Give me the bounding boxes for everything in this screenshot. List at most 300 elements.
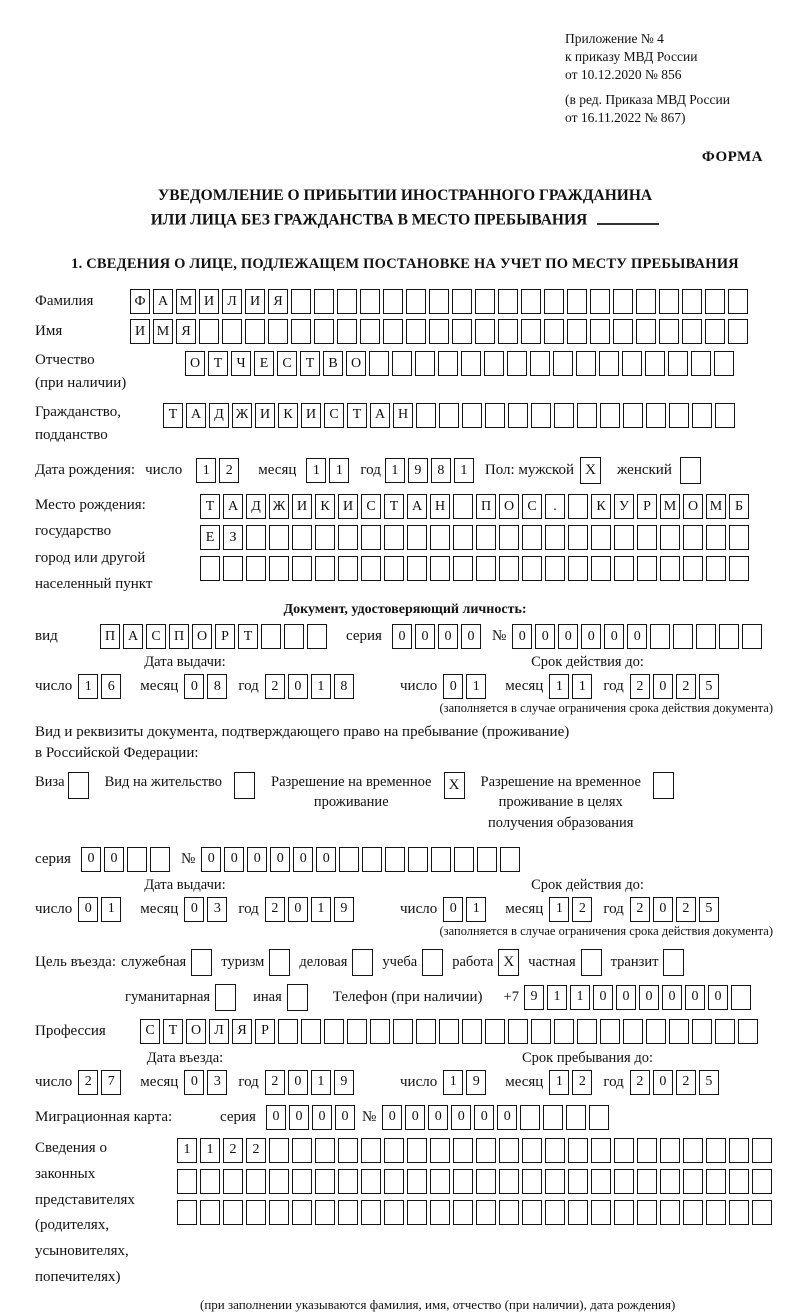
char-cell[interactable]: 0 — [616, 985, 636, 1010]
char-cell[interactable] — [508, 403, 528, 428]
char-cell[interactable] — [568, 525, 588, 550]
char-cell[interactable] — [576, 351, 596, 376]
char-cell[interactable]: 2 — [630, 674, 650, 699]
char-cell[interactable] — [646, 403, 666, 428]
char-cell[interactable]: 2 — [219, 458, 239, 483]
char-cell[interactable]: 0 — [184, 1070, 204, 1095]
char-cell[interactable] — [384, 1169, 404, 1194]
char-cell[interactable] — [715, 1019, 735, 1044]
char-cell[interactable]: 1 — [570, 985, 590, 1010]
char-cell[interactable]: 0 — [443, 674, 463, 699]
char-cell[interactable] — [461, 351, 481, 376]
char-cell[interactable] — [599, 351, 619, 376]
char-cell[interactable] — [683, 525, 703, 550]
char-cell[interactable] — [269, 1169, 289, 1194]
char-cell[interactable] — [636, 319, 656, 344]
char-cell[interactable] — [430, 525, 450, 550]
char-cell[interactable] — [361, 525, 381, 550]
temp-residence-checkbox[interactable]: X — [444, 772, 465, 799]
char-cell[interactable]: Д — [246, 494, 266, 519]
char-cell[interactable] — [729, 525, 749, 550]
char-cell[interactable]: Я — [176, 319, 196, 344]
char-cell[interactable]: Т — [384, 494, 404, 519]
char-cell[interactable]: 0 — [581, 624, 601, 649]
char-cell[interactable] — [315, 1169, 335, 1194]
purpose-work-checkbox[interactable]: X — [498, 949, 519, 976]
char-cell[interactable] — [338, 525, 358, 550]
char-cell[interactable] — [284, 624, 304, 649]
char-cell[interactable] — [246, 1169, 266, 1194]
char-cell[interactable] — [452, 319, 472, 344]
char-cell[interactable]: 0 — [405, 1105, 425, 1130]
char-cell[interactable]: 0 — [293, 847, 313, 872]
char-cell[interactable]: 1 — [547, 985, 567, 1010]
char-cell[interactable] — [728, 289, 748, 314]
char-cell[interactable] — [691, 351, 711, 376]
char-cell[interactable] — [683, 1169, 703, 1194]
char-cell[interactable] — [430, 556, 450, 581]
char-cell[interactable] — [545, 1169, 565, 1194]
char-cell[interactable]: Н — [393, 403, 413, 428]
char-cell[interactable]: 1 — [329, 458, 349, 483]
char-cell[interactable]: 0 — [438, 624, 458, 649]
char-cell[interactable]: 3 — [207, 1070, 227, 1095]
char-cell[interactable] — [369, 351, 389, 376]
char-cell[interactable] — [485, 1019, 505, 1044]
title-blank-line[interactable] — [597, 207, 659, 225]
char-cell[interactable] — [392, 351, 412, 376]
char-cell[interactable] — [522, 1200, 542, 1225]
char-cell[interactable]: М — [706, 494, 726, 519]
char-cell[interactable] — [683, 1200, 703, 1225]
char-cell[interactable] — [577, 1019, 597, 1044]
char-cell[interactable]: Т — [163, 403, 183, 428]
char-cell[interactable] — [475, 319, 495, 344]
char-cell[interactable]: О — [683, 494, 703, 519]
char-cell[interactable]: 0 — [104, 847, 124, 872]
char-cell[interactable] — [360, 289, 380, 314]
char-cell[interactable] — [268, 319, 288, 344]
char-cell[interactable]: 9 — [466, 1070, 486, 1095]
char-cell[interactable] — [430, 1138, 450, 1163]
char-cell[interactable]: 1 — [572, 674, 592, 699]
char-cell[interactable] — [177, 1200, 197, 1225]
char-cell[interactable]: 0 — [653, 1070, 673, 1095]
char-cell[interactable] — [269, 1200, 289, 1225]
char-cell[interactable]: 2 — [223, 1138, 243, 1163]
char-cell[interactable] — [498, 289, 518, 314]
char-cell[interactable]: 0 — [184, 897, 204, 922]
char-cell[interactable] — [669, 403, 689, 428]
char-cell[interactable]: 8 — [207, 674, 227, 699]
char-cell[interactable] — [568, 1169, 588, 1194]
char-cell[interactable]: 9 — [334, 1070, 354, 1095]
char-cell[interactable] — [453, 1200, 473, 1225]
char-cell[interactable] — [507, 351, 527, 376]
char-cell[interactable]: 1 — [443, 1070, 463, 1095]
char-cell[interactable] — [223, 1200, 243, 1225]
char-cell[interactable] — [453, 1138, 473, 1163]
char-cell[interactable]: 0 — [474, 1105, 494, 1130]
char-cell[interactable] — [706, 1200, 726, 1225]
char-cell[interactable] — [522, 1169, 542, 1194]
char-cell[interactable]: 0 — [443, 897, 463, 922]
char-cell[interactable] — [261, 624, 281, 649]
char-cell[interactable] — [499, 556, 519, 581]
char-cell[interactable]: П — [100, 624, 120, 649]
char-cell[interactable] — [637, 1169, 657, 1194]
char-cell[interactable]: С — [324, 403, 344, 428]
edu-residence-checkbox[interactable] — [653, 772, 674, 799]
char-cell[interactable]: В — [323, 351, 343, 376]
char-cell[interactable] — [553, 351, 573, 376]
char-cell[interactable] — [498, 319, 518, 344]
char-cell[interactable]: 1 — [454, 458, 474, 483]
char-cell[interactable]: Д — [209, 403, 229, 428]
char-cell[interactable] — [383, 289, 403, 314]
char-cell[interactable] — [361, 556, 381, 581]
char-cell[interactable]: Ж — [269, 494, 289, 519]
char-cell[interactable]: И — [255, 403, 275, 428]
char-cell[interactable] — [407, 556, 427, 581]
char-cell[interactable] — [530, 351, 550, 376]
char-cell[interactable] — [705, 289, 725, 314]
char-cell[interactable]: 0 — [662, 985, 682, 1010]
char-cell[interactable]: 0 — [81, 847, 101, 872]
char-cell[interactable] — [591, 1138, 611, 1163]
char-cell[interactable] — [476, 1138, 496, 1163]
char-cell[interactable]: 9 — [408, 458, 428, 483]
char-cell[interactable]: С — [277, 351, 297, 376]
char-cell[interactable]: 0 — [708, 985, 728, 1010]
char-cell[interactable] — [614, 1138, 634, 1163]
char-cell[interactable]: 0 — [685, 985, 705, 1010]
char-cell[interactable]: 0 — [224, 847, 244, 872]
char-cell[interactable] — [500, 847, 520, 872]
char-cell[interactable]: 0 — [312, 1105, 332, 1130]
char-cell[interactable] — [407, 1200, 427, 1225]
char-cell[interactable] — [177, 1169, 197, 1194]
char-cell[interactable] — [370, 1019, 390, 1044]
char-cell[interactable]: Н — [430, 494, 450, 519]
char-cell[interactable] — [337, 289, 357, 314]
char-cell[interactable]: 0 — [461, 624, 481, 649]
sex-female-checkbox[interactable] — [680, 457, 701, 484]
char-cell[interactable] — [637, 1200, 657, 1225]
char-cell[interactable] — [567, 289, 587, 314]
char-cell[interactable] — [499, 1169, 519, 1194]
char-cell[interactable]: 2 — [246, 1138, 266, 1163]
char-cell[interactable]: М — [660, 494, 680, 519]
char-cell[interactable] — [407, 525, 427, 550]
char-cell[interactable] — [362, 847, 382, 872]
char-cell[interactable] — [568, 556, 588, 581]
char-cell[interactable] — [222, 319, 242, 344]
char-cell[interactable] — [199, 319, 219, 344]
purpose-official-checkbox[interactable] — [191, 949, 212, 976]
char-cell[interactable]: У — [614, 494, 634, 519]
char-cell[interactable]: Т — [200, 494, 220, 519]
char-cell[interactable] — [406, 289, 426, 314]
char-cell[interactable] — [522, 556, 542, 581]
char-cell[interactable] — [650, 624, 670, 649]
char-cell[interactable]: Р — [215, 624, 235, 649]
char-cell[interactable] — [706, 525, 726, 550]
char-cell[interactable] — [338, 1169, 358, 1194]
char-cell[interactable] — [223, 556, 243, 581]
char-cell[interactable] — [499, 1200, 519, 1225]
char-cell[interactable]: 9 — [334, 897, 354, 922]
char-cell[interactable]: А — [407, 494, 427, 519]
char-cell[interactable] — [719, 624, 739, 649]
char-cell[interactable]: 1 — [311, 674, 331, 699]
char-cell[interactable] — [416, 1019, 436, 1044]
char-cell[interactable]: 0 — [535, 624, 555, 649]
char-cell[interactable] — [706, 556, 726, 581]
char-cell[interactable]: 0 — [604, 624, 624, 649]
char-cell[interactable]: 1 — [311, 897, 331, 922]
char-cell[interactable] — [521, 289, 541, 314]
char-cell[interactable] — [269, 525, 289, 550]
char-cell[interactable] — [315, 1138, 335, 1163]
char-cell[interactable] — [521, 319, 541, 344]
char-cell[interactable] — [660, 1138, 680, 1163]
char-cell[interactable] — [477, 847, 497, 872]
char-cell[interactable]: 2 — [572, 897, 592, 922]
char-cell[interactable] — [567, 319, 587, 344]
char-cell[interactable] — [347, 1019, 367, 1044]
char-cell[interactable] — [292, 1169, 312, 1194]
char-cell[interactable] — [429, 319, 449, 344]
char-cell[interactable] — [384, 525, 404, 550]
char-cell[interactable] — [200, 1169, 220, 1194]
char-cell[interactable]: Е — [254, 351, 274, 376]
char-cell[interactable] — [385, 847, 405, 872]
char-cell[interactable] — [453, 1169, 473, 1194]
char-cell[interactable] — [307, 624, 327, 649]
char-cell[interactable] — [683, 1138, 703, 1163]
char-cell[interactable] — [660, 556, 680, 581]
residence-permit-checkbox[interactable] — [234, 772, 255, 799]
char-cell[interactable] — [591, 525, 611, 550]
char-cell[interactable]: 5 — [699, 674, 719, 699]
char-cell[interactable]: 2 — [265, 1070, 285, 1095]
purpose-tourism-checkbox[interactable] — [269, 949, 290, 976]
char-cell[interactable]: И — [130, 319, 150, 344]
char-cell[interactable]: А — [153, 289, 173, 314]
char-cell[interactable] — [269, 556, 289, 581]
char-cell[interactable]: 0 — [289, 1105, 309, 1130]
char-cell[interactable] — [614, 556, 634, 581]
char-cell[interactable] — [531, 1019, 551, 1044]
char-cell[interactable]: 2 — [572, 1070, 592, 1095]
char-cell[interactable] — [614, 1200, 634, 1225]
char-cell[interactable]: 0 — [497, 1105, 517, 1130]
char-cell[interactable] — [452, 289, 472, 314]
char-cell[interactable]: 0 — [627, 624, 647, 649]
char-cell[interactable] — [407, 1169, 427, 1194]
char-cell[interactable]: 2 — [630, 897, 650, 922]
char-cell[interactable] — [315, 556, 335, 581]
char-cell[interactable]: М — [176, 289, 196, 314]
char-cell[interactable] — [544, 319, 564, 344]
char-cell[interactable] — [314, 289, 334, 314]
char-cell[interactable]: 1 — [78, 674, 98, 699]
char-cell[interactable] — [462, 403, 482, 428]
char-cell[interactable] — [292, 525, 312, 550]
char-cell[interactable]: П — [169, 624, 189, 649]
char-cell[interactable] — [476, 556, 496, 581]
char-cell[interactable] — [714, 351, 734, 376]
char-cell[interactable] — [696, 624, 716, 649]
char-cell[interactable] — [614, 525, 634, 550]
char-cell[interactable]: Е — [200, 525, 220, 550]
char-cell[interactable]: 0 — [316, 847, 336, 872]
char-cell[interactable] — [315, 525, 335, 550]
char-cell[interactable] — [545, 1138, 565, 1163]
char-cell[interactable]: И — [301, 403, 321, 428]
char-cell[interactable] — [383, 319, 403, 344]
char-cell[interactable]: 1 — [549, 897, 569, 922]
purpose-business-checkbox[interactable] — [352, 949, 373, 976]
char-cell[interactable]: М — [153, 319, 173, 344]
char-cell[interactable]: 1 — [177, 1138, 197, 1163]
char-cell[interactable]: 5 — [699, 897, 719, 922]
char-cell[interactable]: 3 — [207, 897, 227, 922]
char-cell[interactable]: А — [123, 624, 143, 649]
char-cell[interactable] — [673, 624, 693, 649]
char-cell[interactable] — [439, 1019, 459, 1044]
char-cell[interactable]: Т — [208, 351, 228, 376]
char-cell[interactable] — [692, 403, 712, 428]
char-cell[interactable] — [361, 1200, 381, 1225]
char-cell[interactable]: 0 — [335, 1105, 355, 1130]
char-cell[interactable]: 1 — [466, 897, 486, 922]
char-cell[interactable] — [292, 1200, 312, 1225]
char-cell[interactable] — [752, 1169, 772, 1194]
char-cell[interactable]: С — [522, 494, 542, 519]
char-cell[interactable] — [292, 1138, 312, 1163]
purpose-private-checkbox[interactable] — [581, 949, 602, 976]
char-cell[interactable] — [660, 525, 680, 550]
char-cell[interactable] — [543, 1105, 563, 1130]
char-cell[interactable] — [613, 319, 633, 344]
char-cell[interactable] — [591, 1169, 611, 1194]
char-cell[interactable]: К — [591, 494, 611, 519]
char-cell[interactable] — [314, 319, 334, 344]
char-cell[interactable]: 0 — [78, 897, 98, 922]
char-cell[interactable] — [668, 351, 688, 376]
char-cell[interactable]: 0 — [428, 1105, 448, 1130]
char-cell[interactable]: О — [499, 494, 519, 519]
char-cell[interactable]: С — [361, 494, 381, 519]
char-cell[interactable] — [338, 1138, 358, 1163]
char-cell[interactable] — [200, 1200, 220, 1225]
char-cell[interactable]: Л — [222, 289, 242, 314]
char-cell[interactable] — [292, 556, 312, 581]
char-cell[interactable]: 0 — [451, 1105, 471, 1130]
char-cell[interactable]: 0 — [184, 674, 204, 699]
char-cell[interactable]: 1 — [200, 1138, 220, 1163]
char-cell[interactable] — [554, 403, 574, 428]
char-cell[interactable] — [660, 1169, 680, 1194]
char-cell[interactable]: 1 — [311, 1070, 331, 1095]
char-cell[interactable] — [462, 1019, 482, 1044]
char-cell[interactable]: 0 — [288, 897, 308, 922]
char-cell[interactable] — [715, 403, 735, 428]
char-cell[interactable] — [361, 1169, 381, 1194]
char-cell[interactable]: Я — [232, 1019, 252, 1044]
char-cell[interactable] — [706, 1169, 726, 1194]
char-cell[interactable] — [246, 1200, 266, 1225]
char-cell[interactable] — [531, 403, 551, 428]
char-cell[interactable] — [453, 494, 473, 519]
char-cell[interactable] — [742, 624, 762, 649]
char-cell[interactable] — [591, 1200, 611, 1225]
char-cell[interactable]: Т — [238, 624, 258, 649]
char-cell[interactable] — [384, 556, 404, 581]
char-cell[interactable]: А — [223, 494, 243, 519]
char-cell[interactable] — [589, 1105, 609, 1130]
char-cell[interactable]: О — [346, 351, 366, 376]
char-cell[interactable] — [407, 1138, 427, 1163]
char-cell[interactable]: Ч — [231, 351, 251, 376]
char-cell[interactable] — [246, 556, 266, 581]
char-cell[interactable]: 2 — [676, 674, 696, 699]
char-cell[interactable]: 9 — [524, 985, 544, 1010]
char-cell[interactable]: И — [292, 494, 312, 519]
char-cell[interactable] — [738, 1019, 758, 1044]
char-cell[interactable] — [636, 289, 656, 314]
char-cell[interactable] — [577, 403, 597, 428]
purpose-study-checkbox[interactable] — [422, 949, 443, 976]
char-cell[interactable]: И — [245, 289, 265, 314]
char-cell[interactable] — [384, 1138, 404, 1163]
char-cell[interactable] — [731, 985, 751, 1010]
char-cell[interactable] — [591, 556, 611, 581]
visa-checkbox[interactable] — [68, 772, 89, 799]
char-cell[interactable]: 0 — [247, 847, 267, 872]
char-cell[interactable] — [729, 556, 749, 581]
char-cell[interactable] — [454, 847, 474, 872]
char-cell[interactable] — [752, 1200, 772, 1225]
char-cell[interactable] — [522, 1138, 542, 1163]
sex-male-checkbox[interactable]: X — [580, 457, 601, 484]
char-cell[interactable]: 0 — [639, 985, 659, 1010]
char-cell[interactable]: 1 — [196, 458, 216, 483]
char-cell[interactable] — [245, 319, 265, 344]
char-cell[interactable] — [566, 1105, 586, 1130]
char-cell[interactable]: Я — [268, 289, 288, 314]
char-cell[interactable] — [568, 1200, 588, 1225]
char-cell[interactable] — [429, 289, 449, 314]
char-cell[interactable] — [301, 1019, 321, 1044]
char-cell[interactable] — [545, 556, 565, 581]
char-cell[interactable] — [150, 847, 170, 872]
char-cell[interactable] — [476, 525, 496, 550]
char-cell[interactable]: А — [370, 403, 390, 428]
char-cell[interactable]: 6 — [101, 674, 121, 699]
char-cell[interactable] — [200, 556, 220, 581]
char-cell[interactable] — [520, 1105, 540, 1130]
char-cell[interactable] — [416, 403, 436, 428]
char-cell[interactable] — [729, 1169, 749, 1194]
char-cell[interactable] — [453, 556, 473, 581]
char-cell[interactable]: Т — [163, 1019, 183, 1044]
char-cell[interactable] — [339, 847, 359, 872]
char-cell[interactable] — [499, 1138, 519, 1163]
char-cell[interactable] — [669, 1019, 689, 1044]
